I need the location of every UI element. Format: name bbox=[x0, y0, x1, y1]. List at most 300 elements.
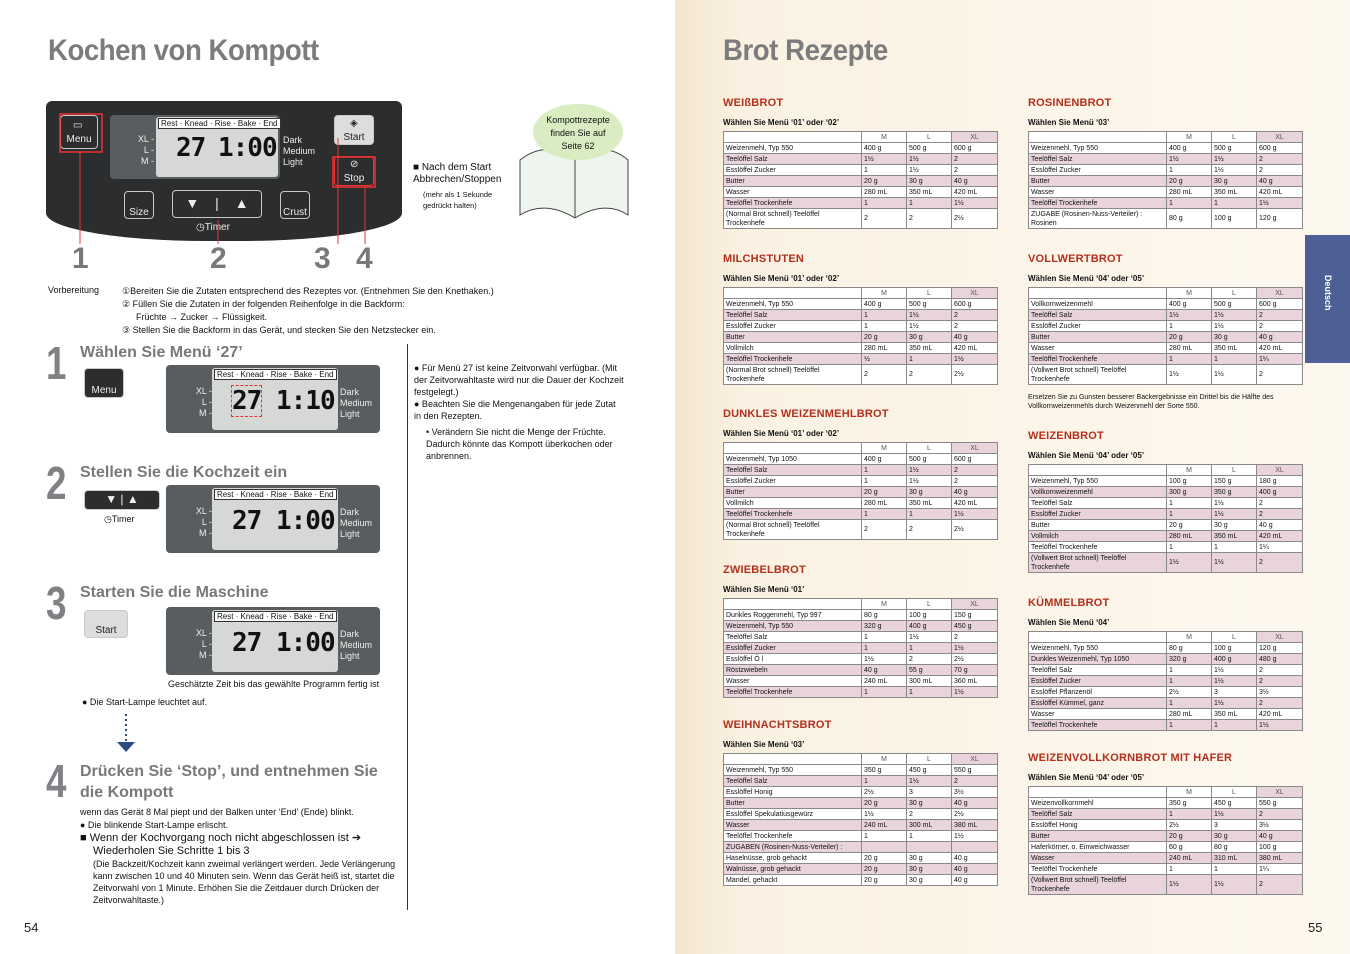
table-cell: Teelöffel Trockenhefe bbox=[1029, 720, 1167, 731]
table-row bbox=[724, 765, 998, 776]
table-cell: 1 bbox=[862, 310, 907, 321]
table-cell: Butter bbox=[724, 176, 862, 187]
table-cell: 1½ bbox=[1212, 676, 1257, 687]
table-cell: 30 g bbox=[1212, 831, 1257, 842]
table-cell: Weizenmehl, Typ 550 bbox=[1029, 643, 1167, 654]
recipe-table bbox=[1028, 287, 1303, 385]
table-cell: Esslöffel Honig bbox=[724, 787, 862, 798]
table-cell: 1 bbox=[1167, 165, 1212, 176]
table-cell: 100 g bbox=[1212, 643, 1257, 654]
table-cell: 1 bbox=[862, 321, 907, 332]
table-row bbox=[1029, 476, 1303, 487]
recipe-title: VOLLWERTBROT bbox=[1028, 253, 1123, 265]
table-row bbox=[724, 842, 998, 853]
note-item: • Verändern Sie nicht die Menge der Früchte. Dadurch könnte das Kompott überkochen oder anbrennen. bbox=[426, 427, 613, 461]
table-row bbox=[1029, 498, 1303, 509]
table-cell: Wasser bbox=[724, 187, 862, 198]
table-cell: Weizenmehl, Typ 550 bbox=[724, 299, 862, 310]
table-cell: 3½ bbox=[1257, 687, 1303, 698]
table-cell: 1½ bbox=[1212, 665, 1257, 676]
table-cell: Dunkles Weizenmehl, Typ 1050 bbox=[1029, 654, 1167, 665]
callout-3: 3 bbox=[314, 242, 331, 275]
table-cell: 450 g bbox=[952, 621, 998, 632]
page-number-right: 55 bbox=[1308, 920, 1323, 935]
table-cell: 280 mL bbox=[1167, 343, 1212, 354]
table-header-cell: M bbox=[1167, 632, 1212, 643]
step2-timer-label bbox=[104, 514, 135, 525]
table-cell: Vollmilch bbox=[724, 343, 862, 354]
step3-sizes bbox=[184, 628, 212, 661]
step3-screen bbox=[212, 610, 338, 672]
table-cell: 2½ bbox=[952, 520, 998, 540]
table-cell: Teelöffel Salz bbox=[1029, 498, 1167, 509]
table-cell: 1½ bbox=[1167, 553, 1212, 573]
program-bar: Rest · Knead · Rise · Bake · End bbox=[214, 369, 337, 380]
table-cell: 180 g bbox=[1257, 476, 1303, 487]
table-header-cell: L bbox=[1212, 288, 1257, 299]
table-cell: Wasser bbox=[1029, 343, 1167, 354]
crust-dark: Dark bbox=[283, 135, 303, 145]
table-cell: 1½ bbox=[907, 776, 952, 787]
table-cell: 2 bbox=[952, 476, 998, 487]
table-cell: Teelöffel Salz bbox=[724, 776, 862, 787]
table-cell: 1 bbox=[1212, 864, 1257, 875]
recipe-table bbox=[723, 131, 998, 229]
table-cell: 20 g bbox=[862, 864, 907, 875]
size-m: M - bbox=[199, 528, 212, 538]
table-cell: 100 g bbox=[1212, 209, 1257, 229]
language-tab bbox=[1305, 235, 1350, 363]
table-cell: 400 g bbox=[862, 143, 907, 154]
table-row bbox=[724, 776, 998, 787]
table-header-cell bbox=[1029, 465, 1167, 476]
table-row bbox=[1029, 643, 1303, 654]
table-cell: 2½ bbox=[1167, 687, 1212, 698]
recipe-menu: Wählen Sie Menü ‘01’ oder ‘02’ bbox=[723, 118, 840, 127]
table-cell: Teelöffel Trockenhefe bbox=[724, 687, 862, 698]
table-header-cell: M bbox=[1167, 132, 1212, 143]
table-header-cell: XL bbox=[952, 132, 998, 143]
table-cell: Butter bbox=[724, 332, 862, 343]
table-cell: Haferkörner, o. Einweichwasser bbox=[1029, 842, 1167, 853]
table-cell: 1 bbox=[907, 687, 952, 698]
table-cell: 2 bbox=[907, 209, 952, 229]
table-cell: 20 g bbox=[862, 176, 907, 187]
step-title: Stellen Sie die Kochzeit ein bbox=[80, 464, 288, 481]
time-digits: 1:00 bbox=[276, 506, 335, 536]
recipe-table bbox=[1028, 131, 1303, 229]
time-digits: 1:10 bbox=[276, 386, 335, 416]
table-cell: Walnüsse, grob gehackt bbox=[724, 864, 862, 875]
table-cell: 30 g bbox=[1212, 520, 1257, 531]
table-row bbox=[1029, 176, 1303, 187]
table-cell: 2½ bbox=[952, 654, 998, 665]
table-cell: Teelöffel Trockenhefe bbox=[724, 354, 862, 365]
table-row bbox=[724, 831, 998, 842]
step-number: 2 bbox=[46, 457, 67, 509]
table-cell: Esslöffel Zucker bbox=[724, 165, 862, 176]
table-cell: 600 g bbox=[952, 143, 998, 154]
table-row bbox=[1029, 154, 1303, 165]
table-header-cell bbox=[1029, 132, 1167, 143]
table-cell: Esslöffel Zucker bbox=[1029, 676, 1167, 687]
table-row bbox=[724, 509, 998, 520]
table-cell: 100 g bbox=[1167, 476, 1212, 487]
step4-line: ● Die blinkende Start-Lampe erlischt. bbox=[80, 820, 229, 830]
table-cell: 2 bbox=[1257, 165, 1303, 176]
table-cell: 400 g bbox=[1212, 654, 1257, 665]
table-cell: 1½ bbox=[1212, 809, 1257, 820]
table-header-cell: M bbox=[1167, 787, 1212, 798]
table-cell: 1½ bbox=[907, 321, 952, 332]
table-cell: 2 bbox=[1257, 698, 1303, 709]
table-cell: 400 g bbox=[1167, 143, 1212, 154]
recipe-title: ZWIEBELBROT bbox=[723, 564, 806, 576]
time-digits: 1:00 bbox=[218, 133, 277, 163]
table-cell: 1 bbox=[1167, 809, 1212, 820]
size-xl: XL - bbox=[195, 386, 212, 396]
table-row bbox=[724, 665, 998, 676]
table-cell: 2 bbox=[907, 809, 952, 820]
table-cell: Butter bbox=[1029, 176, 1167, 187]
table-row bbox=[724, 165, 998, 176]
table-cell: 120 g bbox=[1257, 643, 1303, 654]
table-cell: Esslöffel Kümmel, ganz bbox=[1029, 698, 1167, 709]
table-cell: Wasser bbox=[724, 676, 862, 687]
table-cell: Teelöffel Salz bbox=[1029, 310, 1167, 321]
table-cell: 1½ bbox=[1212, 365, 1257, 385]
crust-light: Light bbox=[340, 529, 360, 539]
table-cell: 1½ bbox=[862, 654, 907, 665]
table-cell: Teelöffel Salz bbox=[724, 310, 862, 321]
table-row bbox=[724, 354, 998, 365]
table-cell: 30 g bbox=[907, 853, 952, 864]
column-divider bbox=[407, 344, 408, 910]
table-cell: 2 bbox=[862, 365, 907, 385]
table-cell: Esslöffel Zucker bbox=[724, 643, 862, 654]
table-row bbox=[1029, 165, 1303, 176]
table-cell: 70 g bbox=[952, 665, 998, 676]
size-xl: XL - bbox=[195, 506, 212, 516]
table-header-cell bbox=[724, 288, 862, 299]
table-cell: 150 g bbox=[1212, 476, 1257, 487]
table-cell: Teelöffel Trockenhefe bbox=[724, 831, 862, 842]
table-cell: 1½ bbox=[907, 310, 952, 321]
table-cell: Weizenmehl, Typ 550 bbox=[1029, 476, 1167, 487]
table-row bbox=[724, 310, 998, 321]
page-title-right: Brot Rezepte bbox=[723, 34, 888, 67]
table-header-cell: L bbox=[1212, 465, 1257, 476]
table-cell: 550 g bbox=[952, 765, 998, 776]
table-cell: 2 bbox=[952, 165, 998, 176]
table-cell: 20 g bbox=[862, 853, 907, 864]
table-cell: 1½ bbox=[1212, 698, 1257, 709]
table-cell: (Normal Brot schnell) Teelöffel Trockenhefe bbox=[724, 209, 862, 229]
table-cell: 1 bbox=[1212, 542, 1257, 553]
table-cell: 1 bbox=[907, 198, 952, 209]
size-l: L - bbox=[201, 639, 212, 649]
table-cell: 30 g bbox=[907, 332, 952, 343]
table-row bbox=[1029, 853, 1303, 864]
step4-text bbox=[80, 806, 400, 906]
table-cell: 80 g bbox=[1212, 842, 1257, 853]
table-cell: 40 g bbox=[952, 332, 998, 343]
table-cell: 1¼ bbox=[1257, 542, 1303, 553]
table-header-cell: L bbox=[907, 443, 952, 454]
table-cell: 1½ bbox=[1212, 875, 1257, 895]
table-cell: 40 g bbox=[1257, 332, 1303, 343]
table-cell: 1 bbox=[907, 831, 952, 842]
table-cell: 3 bbox=[1212, 820, 1257, 831]
table-row bbox=[1029, 842, 1303, 853]
stop-note: ■ Nach dem Start Abbrechen/Stoppen bbox=[413, 162, 502, 185]
down-arrow-icon: ▼ bbox=[185, 195, 200, 211]
table-header-cell bbox=[1029, 288, 1167, 299]
table-cell: 480 g bbox=[1257, 654, 1303, 665]
prep-item: Früchte → Zucker → Flüssigkeit. bbox=[136, 312, 268, 322]
table-row bbox=[1029, 720, 1303, 731]
table-cell: 300 mL bbox=[907, 820, 952, 831]
table-cell: 20 g bbox=[1167, 831, 1212, 842]
table-cell: (Normal Brot schnell) Teelöffel Trockenhefe bbox=[724, 520, 862, 540]
table-cell: 400 g bbox=[1167, 299, 1212, 310]
table-cell: 30 g bbox=[1212, 176, 1257, 187]
table-cell: 1½ bbox=[952, 687, 998, 698]
table-cell: 30 g bbox=[907, 487, 952, 498]
step2-screen bbox=[212, 488, 338, 550]
table-cell: 500 g bbox=[907, 143, 952, 154]
table-cell: 1 bbox=[862, 198, 907, 209]
table-header-cell: M bbox=[1167, 288, 1212, 299]
table-cell: Vollkornweizenmehl bbox=[1029, 299, 1167, 310]
table-row bbox=[724, 632, 998, 643]
table-cell: Teelöffel Salz bbox=[724, 632, 862, 643]
table-cell: 380 mL bbox=[952, 820, 998, 831]
table-cell: 550 g bbox=[1257, 798, 1303, 809]
table-row bbox=[724, 654, 998, 665]
recipe-title: ROSINENBROT bbox=[1028, 97, 1112, 109]
recipe-title: WEIZENBROT bbox=[1028, 430, 1104, 442]
table-row bbox=[1029, 321, 1303, 332]
step1-menu-label: Menu bbox=[91, 385, 117, 396]
table-cell: 500 g bbox=[907, 454, 952, 465]
table-cell: 30 g bbox=[907, 798, 952, 809]
table-cell: 280 mL bbox=[862, 343, 907, 354]
table-row bbox=[1029, 332, 1303, 343]
table-cell: 1 bbox=[862, 687, 907, 698]
table-cell: 1 bbox=[1167, 665, 1212, 676]
table-cell: 30 g bbox=[907, 176, 952, 187]
table-cell: 1¼ bbox=[1257, 864, 1303, 875]
table-cell: 1 bbox=[1167, 198, 1212, 209]
stop-note-sub: (mehr als 1 Sekunde gedrückt halten) bbox=[423, 190, 493, 210]
table-cell: 80 g bbox=[1167, 643, 1212, 654]
table-row bbox=[1029, 343, 1303, 354]
step-title: Wählen Sie Menü ‘27’ bbox=[80, 344, 243, 361]
table-cell: Esslöffel Pflanzenöl bbox=[1029, 687, 1167, 698]
table-cell: 40 g bbox=[952, 853, 998, 864]
table-cell: 420 mL bbox=[952, 187, 998, 198]
recipe-title: MILCHSTUTEN bbox=[723, 253, 805, 265]
table-cell: Esslöffel Zucker bbox=[724, 321, 862, 332]
table-cell: 2½ bbox=[952, 209, 998, 229]
table-cell: Teelöffel Trockenhefe bbox=[1029, 198, 1167, 209]
table-cell: 1½ bbox=[1212, 154, 1257, 165]
table-header-cell: M bbox=[862, 599, 907, 610]
clock-icon: ◷ bbox=[104, 514, 112, 524]
table-cell: 1½ bbox=[907, 632, 952, 643]
recipe-menu: Wählen Sie Menü ‘01’ oder ‘02’ bbox=[723, 274, 840, 283]
step-title: Drücken Sie ‘Stop’, und entnehmen Sie die Kompott bbox=[80, 763, 378, 801]
table-cell: 80 g bbox=[1167, 209, 1212, 229]
table-row bbox=[724, 875, 998, 886]
step3-start-button bbox=[84, 610, 128, 638]
table-row bbox=[724, 465, 998, 476]
table-row bbox=[724, 299, 998, 310]
table-cell: 2 bbox=[907, 520, 952, 540]
prep-item: ② Füllen Sie die Zutaten in der folgenden Reihenfolge in die Backform: bbox=[122, 299, 405, 309]
table-row bbox=[724, 487, 998, 498]
table-cell: Teelöffel Trockenhefe bbox=[1029, 542, 1167, 553]
table-cell: 450 g bbox=[907, 765, 952, 776]
table-header-cell: XL bbox=[1257, 787, 1303, 798]
table-cell: 1 bbox=[1167, 509, 1212, 520]
table-cell: 350 mL bbox=[907, 498, 952, 509]
table-cell: 280 mL bbox=[862, 187, 907, 198]
table-cell: 500 g bbox=[1212, 299, 1257, 310]
table-cell: 2 bbox=[862, 520, 907, 540]
table-cell: 350 g bbox=[1212, 487, 1257, 498]
program-bar: Rest · Knead · Rise · Bake · End bbox=[214, 611, 337, 622]
table-row bbox=[724, 209, 998, 229]
table-cell: 1 bbox=[862, 643, 907, 654]
table-cell: 2 bbox=[1257, 875, 1303, 895]
size-l: L - bbox=[201, 397, 212, 407]
table-row bbox=[1029, 687, 1303, 698]
table-cell: 420 mL bbox=[952, 498, 998, 509]
table-cell: Röstzwiebeln bbox=[724, 665, 862, 676]
table-cell: 2 bbox=[952, 465, 998, 476]
table-cell: (Vollwert Brot schnell) Teelöffel Trockenhefe bbox=[1029, 875, 1167, 895]
crust-light: Light bbox=[340, 409, 360, 419]
table-cell: 2 bbox=[952, 310, 998, 321]
recipe-title: WEIHNACHTSBROT bbox=[723, 719, 832, 731]
table-cell: 1½ bbox=[952, 354, 998, 365]
stop-label: Stop bbox=[343, 173, 365, 184]
table-cell: 80 g bbox=[862, 610, 907, 621]
table-header-cell: XL bbox=[1257, 288, 1303, 299]
table-cell: 1½ bbox=[1212, 310, 1257, 321]
table-cell: 240 mL bbox=[1167, 853, 1212, 864]
table-cell: 1 bbox=[1167, 542, 1212, 553]
table-cell: 1½ bbox=[952, 643, 998, 654]
table-cell: 300 mL bbox=[907, 676, 952, 687]
table-row bbox=[1029, 676, 1303, 687]
table-cell: Wasser bbox=[724, 820, 862, 831]
table-cell: 2 bbox=[1257, 553, 1303, 573]
table-cell: 350 mL bbox=[1212, 709, 1257, 720]
table-cell: 420 mL bbox=[1257, 343, 1303, 354]
table-cell: 2 bbox=[862, 209, 907, 229]
table-header-cell: M bbox=[862, 754, 907, 765]
table-cell: 1½ bbox=[1212, 498, 1257, 509]
table-header-cell: L bbox=[1212, 632, 1257, 643]
table-cell: 1 bbox=[1167, 354, 1212, 365]
notes-column bbox=[414, 362, 624, 462]
start-label: Start bbox=[343, 132, 365, 143]
arrow-down-icon bbox=[114, 712, 138, 754]
table-cell: 20 g bbox=[862, 798, 907, 809]
table-cell: 20 g bbox=[1167, 176, 1212, 187]
table-cell: 420 mL bbox=[1257, 531, 1303, 542]
table-row bbox=[1029, 698, 1303, 709]
recipe-title: KÜMMELBROT bbox=[1028, 597, 1110, 609]
table-header-cell: L bbox=[907, 599, 952, 610]
table-header-cell: L bbox=[907, 288, 952, 299]
table-cell: 2 bbox=[1257, 154, 1303, 165]
table-row bbox=[1029, 299, 1303, 310]
table-row bbox=[1029, 665, 1303, 676]
table-header-cell: XL bbox=[952, 443, 998, 454]
table-cell: Wasser bbox=[1029, 709, 1167, 720]
table-cell: Dunkles Roggenmehl, Typ 997 bbox=[724, 610, 862, 621]
table-header-cell: XL bbox=[952, 754, 998, 765]
recipe-bubble bbox=[533, 104, 623, 160]
table-cell: ½ bbox=[862, 354, 907, 365]
table-cell: 1½ bbox=[952, 831, 998, 842]
vollwert-note: Ersetzen Sie zu Gunsten besserer Backergebnisse ein Drittel bis die Hälfte des Vollkornweizenmehls durch Weizenmehl der Sorte 550. bbox=[1028, 394, 1274, 410]
table-cell: 350 g bbox=[862, 765, 907, 776]
recipe-menu: Wählen Sie Menü ‘04’ oder ‘05’ bbox=[1028, 274, 1145, 283]
table-header-cell bbox=[724, 599, 862, 610]
right-page bbox=[675, 0, 1350, 954]
table-row bbox=[1029, 553, 1303, 573]
table-row bbox=[724, 365, 998, 385]
recipe-menu: Wählen Sie Menü ‘04’ oder ‘05’ bbox=[1028, 773, 1145, 782]
table-cell: (Normal Brot schnell) Teelöffel Trockenhefe bbox=[724, 365, 862, 385]
table-cell: 1½ bbox=[1257, 198, 1303, 209]
table-cell: 1½ bbox=[862, 809, 907, 820]
step1-sizes bbox=[184, 386, 212, 419]
table-cell: 40 g bbox=[1257, 176, 1303, 187]
table-cell bbox=[862, 842, 907, 853]
menu-label: Menu bbox=[66, 134, 92, 145]
table-cell: 1 bbox=[907, 354, 952, 365]
timer-text: Timer bbox=[111, 514, 135, 524]
table-cell: 20 g bbox=[1167, 520, 1212, 531]
table-cell: Weizenmehl, Typ 550 bbox=[724, 765, 862, 776]
table-cell: (Vollwert Brot schnell) Teelöffel Trockenhefe bbox=[1029, 553, 1167, 573]
table-cell: Butter bbox=[1029, 332, 1167, 343]
recipe-menu: Wählen Sie Menü ‘03’ bbox=[723, 740, 805, 749]
table-header-cell: XL bbox=[1257, 632, 1303, 643]
table-row bbox=[724, 154, 998, 165]
table-cell: 300 g bbox=[1167, 487, 1212, 498]
table-cell: 40 g bbox=[952, 875, 998, 886]
table-cell: Vollmilch bbox=[1029, 531, 1167, 542]
table-cell: 2 bbox=[1257, 321, 1303, 332]
table-row bbox=[724, 798, 998, 809]
table-row bbox=[724, 621, 998, 632]
table-cell bbox=[907, 842, 952, 853]
table-cell: 310 mL bbox=[1212, 853, 1257, 864]
time-digits: 1:00 bbox=[276, 628, 335, 658]
table-cell: 1 bbox=[1167, 698, 1212, 709]
table-cell: Teelöffel Salz bbox=[1029, 809, 1167, 820]
table-cell: 1 bbox=[862, 509, 907, 520]
table-header-cell: XL bbox=[1257, 465, 1303, 476]
step4-line: wenn das Gerät 8 Mal piept und der Balken unter ‘End’ (Ende) blinkt. bbox=[80, 807, 354, 817]
